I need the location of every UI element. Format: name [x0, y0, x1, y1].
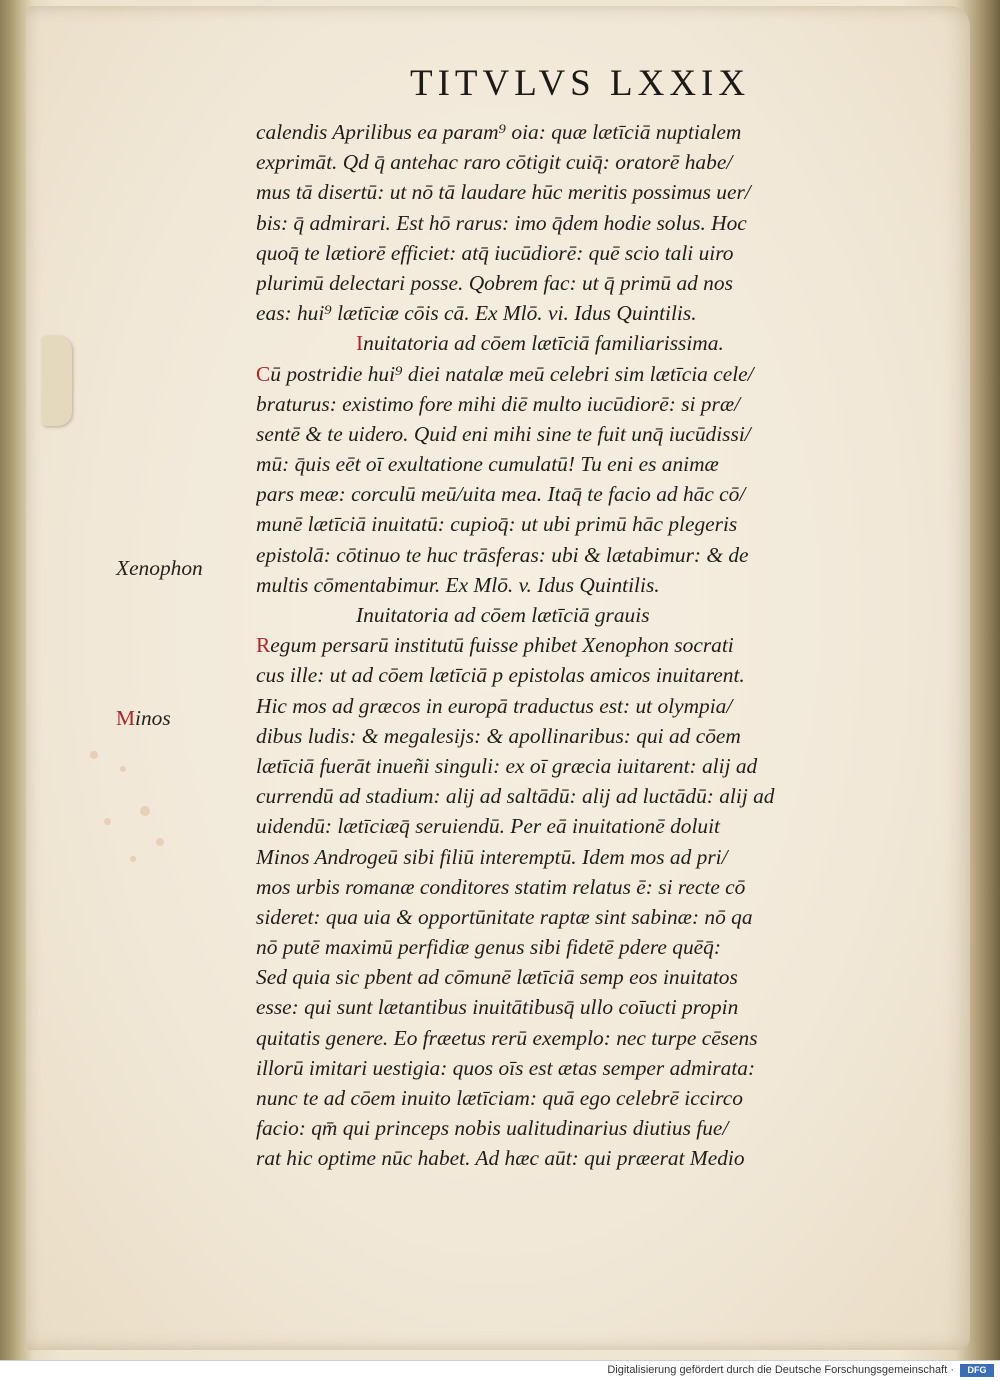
foxing-spot: [130, 856, 136, 862]
rubricated-initial: I: [356, 331, 364, 356]
text-line: rat hic optime nūc habet. Ad hæc aūt: qui præerat Medio: [256, 1146, 745, 1171]
rubricated-initial: R: [256, 633, 271, 658]
text-line: sentē & te uidero. Quid eni mihi sine te fuit unq̄ iucūdissi/: [256, 421, 751, 446]
rubricated-initial: M: [116, 706, 136, 730]
text-line: currendū ad stadium: alij ad saltādū: alij ad luctādū: alij ad: [256, 784, 775, 809]
text-line: mos urbis romanæ conditores statim relatus ē: si recte cō: [256, 874, 746, 899]
text-line: calendis Aprilibus ea param⁹ oia: quæ lætīciā nuptialem: [256, 120, 742, 144]
text-line: mus tā disertū: ut nō tā laudare hūc meritis possimus uer/: [256, 180, 751, 205]
text-line: munē lætīciā inuitatū: cupioq̄: ut ubi primū hāc plegeris: [256, 512, 738, 537]
foxing-spot: [156, 838, 164, 846]
marginal-note-text: inos: [135, 706, 171, 730]
footer-bar: [0, 1360, 1000, 1381]
funding-credit: Digitalisierung gefördert durch die Deutsche Forschungsgemeinschaft ·: [607, 1364, 954, 1376]
text-line: mū: q̄uis eēt oī exultatione cumulatū! Tu eni es animæ: [256, 452, 719, 477]
text-line: lætīciā fuerāt inueñi singuli: ex oī græcia iuitarent: alij ad: [256, 753, 758, 778]
text-line: sideret: qua uia & opportūnitate raptæ sint sabinæ: nō qa: [256, 904, 753, 929]
text-line: exprimāt. Qd q̄ antehac raro cōtigit cuiq̄: oratorē habe/: [256, 150, 733, 175]
text-line: epistolā: cōtinuo te huc trāsferas: ubi & lætabimur: & de: [256, 542, 749, 567]
dfg-logo: DFG: [960, 1364, 994, 1377]
text-line: plurimū delectari posse. Qobrem fac: ut q̄ primū ad nos: [256, 270, 733, 295]
text-line: facio: qm̄ qui princeps nobis ualitudinarius diutius fue/: [256, 1116, 729, 1141]
marginal-note-minos: [116, 706, 171, 731]
text-line: multis cōmentabimur. Ex Mlō. v. Idus Quintilis.: [256, 572, 660, 597]
text-line: quoq̄ te lætiorē efficiet: atq̄ iucūdiorē: quē scio tali uiro: [256, 240, 734, 265]
heading-text: nuitatoria ad cōem lætīciā familiarissima.: [363, 331, 724, 356]
foxing-spot: [140, 806, 150, 816]
foxing-spot: [104, 818, 111, 825]
text-line: uidendū: lætīciæq̄ seruiendū. Per eā inuitationē doluit: [256, 814, 721, 839]
section-heading: [256, 328, 856, 358]
text-line: quitatis genere. Eo fræetus rerū exemplo: nec turpe cēsens: [256, 1025, 758, 1050]
foxing-spot: [120, 766, 126, 772]
marginal-note-xenophon: Xenophon: [116, 556, 203, 580]
text-line: esse: qui sunt lætantibus inuitātibusq̄ ullo coīucti propin: [256, 995, 739, 1020]
text-line: Minos Androgeū sibi filiū interemptū. Idem mos ad pri/: [256, 844, 728, 869]
main-text: [256, 117, 856, 1174]
text-line: pars meæ: corculū meū/uita mea. Itaq̄ te facio ad hāc cō/: [256, 482, 746, 507]
text-line: nō putē maximū perfidiæ genus sibi fidetē pdere quēq̄:: [256, 935, 721, 960]
text-line: nunc te ad cōem inuito lætīciam: quā ego celebrē iccirco: [256, 1086, 743, 1110]
text-line: bis: q̄ admirari. Est hō rarus: imo q̄dem hodie solus. Hoc: [256, 210, 747, 235]
text-line: [256, 359, 856, 389]
text-line: Hic mos ad græcos in europā traductus est: ut olympia/: [256, 693, 733, 718]
text-line: illorū imitari uestigia: quos oīs est ætas semper admirata:: [256, 1055, 756, 1080]
text-line: braturus: existimo fore mihi diē multo iucūdiorē: si præ/: [256, 391, 741, 416]
foxing-spot: [90, 751, 98, 759]
text-line-rest: ū postridie hui⁹ diei natalæ meū celebri sim lætīcia cele/: [270, 361, 754, 386]
section-heading: Inuitatoria ad cōem lætīciā grauis: [356, 603, 650, 627]
text-line: Sed quia sic pbent ad cōmunē lætīciā semp eos inuitatos: [256, 965, 738, 990]
rubricated-initial: C: [256, 361, 271, 386]
text-line: [256, 630, 856, 660]
page-title: TITVLVS LXXIX: [410, 63, 751, 104]
page-tab: [42, 336, 72, 426]
text-line: eas: hui⁹ lætīciæ cōis cā. Ex Mlō. vi. Idus Quintilis.: [256, 301, 697, 326]
text-line: cus ille: ut ad cōem lætīciā p epistolas amicos inuitarent.: [256, 663, 745, 688]
text-line: dibus ludis: & megalesijs: & apollinaribus: qui ad cōem: [256, 723, 741, 748]
text-line-rest: egum persarū institutū fuisse phibet Xenophon socrati: [270, 633, 734, 658]
